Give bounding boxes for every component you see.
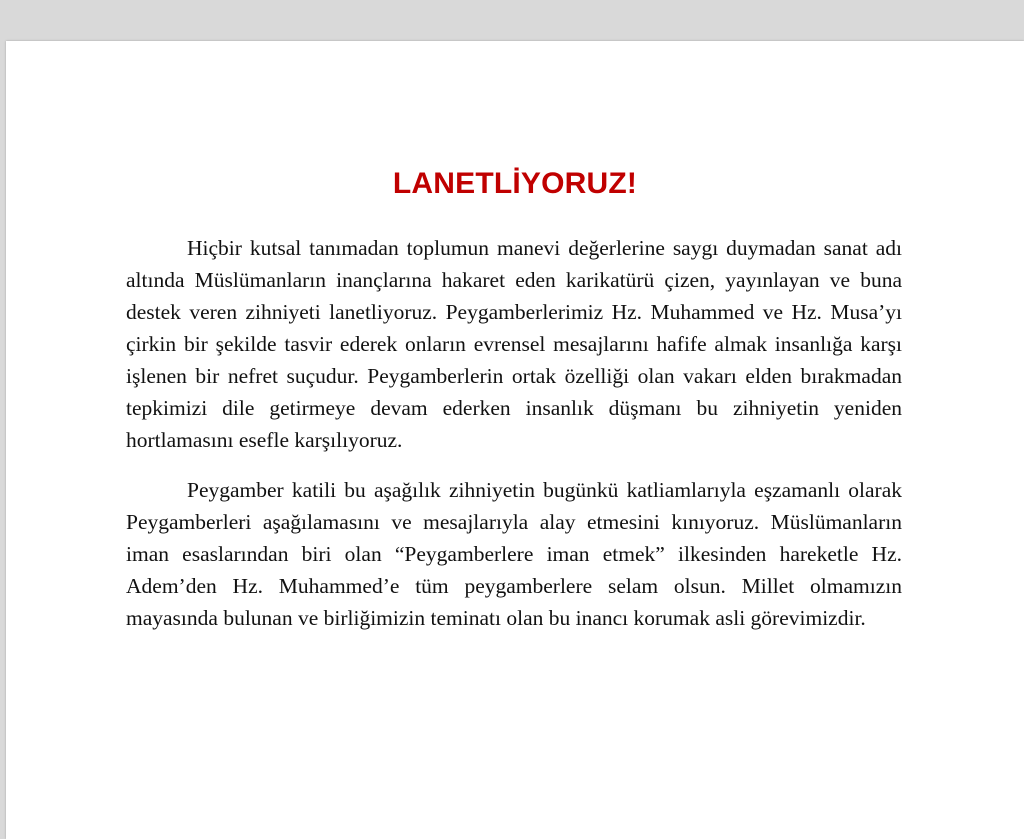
document-body bbox=[126, 232, 902, 652]
paragraph-2: Peygamber katili bu aşağılık zihniyetin bugünkü katliamlarıyla eşzamanlı olarak Peygamberleri aşağılamasını ve mesajlarıyla alay etmesini kınıyoruz. Müslümanların iman esaslarından biri olan “Peygamberlere iman etmek” ilkesinden hareketle Hz. Adem’den Hz. Muhammed’e tüm peygamberlere selam olsun. Millet olmamızın mayasında bulunan ve birliğimizin teminatı olan bu inancı korumak asli görevimizdir. bbox=[126, 478, 902, 630]
document-title: LANETLİYORUZ! bbox=[392, 167, 638, 200]
document-page bbox=[6, 41, 1024, 839]
paragraph-1: Hiçbir kutsal tanımadan toplumun manevi değerlerine saygı duymadan sanat adı altında Müslümanların inançlarına hakaret eden karikatürü çizen, yayınlayan ve buna destek veren zihniyeti lanetliyoruz. Peygamberlerimiz Hz. Muhammed ve Hz. Musa’yı çirkin bir şekilde tasvir ederek onların evrensel mesajlarını hafife almak insanlığa karşı işlenen bir nefret suçudur. Peygamberlerin ortak özelliği olan vakarı elden bırakmadan tepkimizi dile getirmeye devam ederken insanlık düşmanı bu zihniyetin yeniden hortlamasını esefle karşılıyoruz. bbox=[126, 236, 902, 452]
